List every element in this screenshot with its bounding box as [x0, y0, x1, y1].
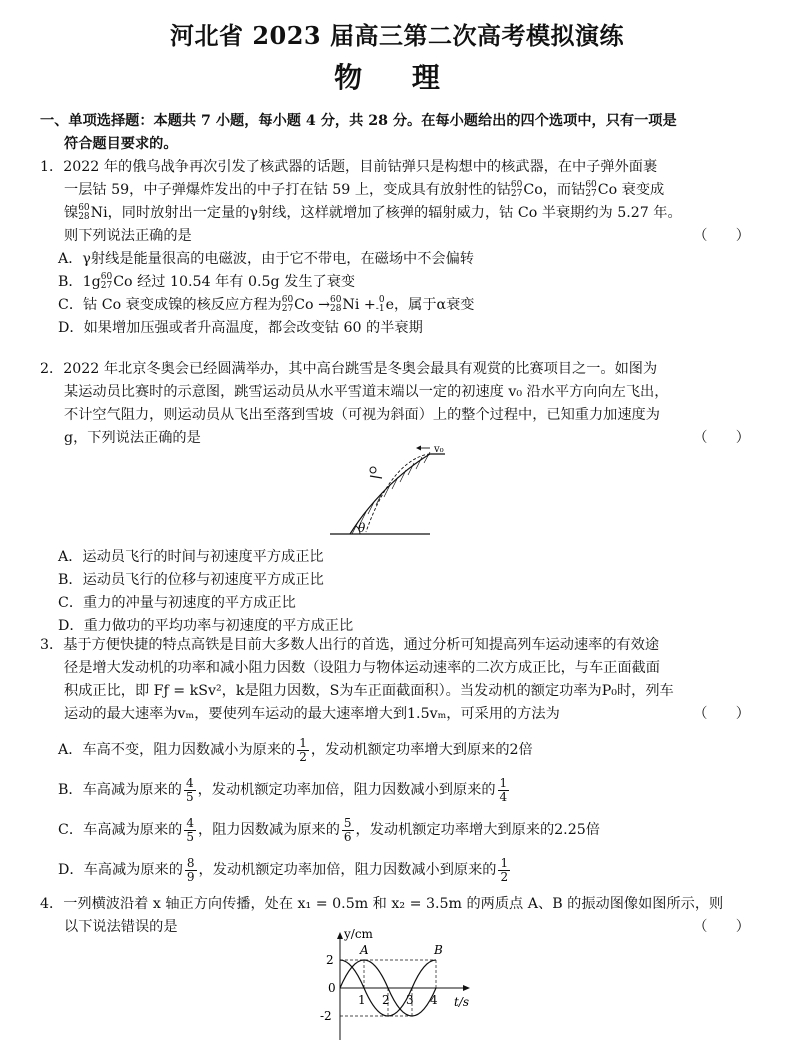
y-tick-2: 2	[326, 953, 334, 967]
subject-title: 物 理	[334, 61, 460, 94]
label-a: A	[360, 943, 369, 957]
q3-line-1: 3．基于方便快捷的特点高铁是目前大多数人出行的首选，通过分析可知提高列车运动速率的有效途	[40, 637, 660, 653]
q1-line-3: 镍 60 28 Ni，同时放射出一定量的γ射线，这样就增加了核弹的辐射威力，钴 Co 半衰期约为 5.27 年。	[64, 203, 682, 222]
x-tick-2: 2	[382, 993, 390, 1007]
skier-icon	[370, 467, 376, 473]
q2-option-c: C．重力的冲量与初速度的平方成正比	[58, 595, 296, 611]
q3-option-b: B．车高减为原来的 $\frac{4}{5}$ ，发动机额定功率加倍，阻力因数减小到原来的 $\frac{1}{4}$	[58, 775, 508, 804]
q2-line-1: 2．2022 年北京冬奥会已经圆满举办，其中高台跳雪是冬奥会最具有观赏的比赛项目之一。如图为	[40, 361, 658, 377]
vibration-graph	[318, 928, 488, 1044]
q2-options	[40, 546, 760, 638]
q1-option-a: A．γ射线是能量很高的电磁波，由于它不带电，在磁场中不会偏转	[58, 251, 474, 267]
q1-option-b: B．1g 60 27 Co 经过 10.54 年有 0.5g 发生了衰变	[58, 272, 356, 291]
q2-line-4: g，下列说法正确的是 （ ）	[40, 427, 760, 450]
trajectory	[366, 454, 430, 532]
question-1	[40, 156, 760, 340]
question-2	[40, 358, 760, 450]
section-heading: 一、单项选择题：本题共 7 小题，每小题 4 分，共 28 分。在每小题给出的四个选项中，只有一项是 符合题目要求的。	[40, 113, 677, 152]
q3-line-3: 积成正比，即 Fƒ = kSv²，k是阻力因数，S为车正面截面积）。当发动机的额定功率为P₀时，列车	[64, 683, 674, 699]
q3-option-d: D．车高减为原来的 $\frac{8}{9}$ ，发动机额定功率加倍，阻力因数减小到原来的 $\frac{1}{2}$	[58, 855, 509, 884]
x-tick-3: 3	[406, 993, 414, 1007]
q3-line-4: 运动的最大速率为vₘ，要使列车运动的最大速率增大到1.5vₘ，可采用的方法为 （ ）	[40, 703, 760, 726]
q3-line-2: 径是增大发动机的功率和减小阻力因数（设阻力与物体运动速率的二次方成正比，与车正面截面	[64, 660, 660, 676]
q2-option-a: A．运动员飞行的时间与初速度平方成正比	[58, 549, 324, 565]
v0-label: v₀	[434, 444, 444, 455]
q2-option-d: D．重力做功的平均功率与初速度的平方成正比	[58, 618, 354, 634]
x-axis-label: t/s	[454, 995, 470, 1009]
q1-option-d: D．如果增加压强或者升高温度，都会改变钴 60 的半衰期	[58, 320, 423, 336]
theta-label: θ	[358, 521, 366, 535]
question-3	[40, 634, 760, 726]
q1-line-4: 则下列说法正确的是 （ ）	[40, 225, 760, 248]
q1-line-1: 1．2022 年的俄乌战争再次引发了核武器的话题，目前钴弹只是构想中的核武器，在中子弹外面裹	[40, 159, 658, 175]
answer-paren: （ ）	[693, 706, 750, 722]
x-tick-4: 4	[430, 993, 438, 1007]
q1-line-2: 一层钴 59，中子弹爆炸发出的中子打在钴 59 上，变成具有放射性的钴 60 27 Co，而钴 60 27 Co 衰变成	[64, 180, 665, 199]
y-tick-neg2: -2	[320, 1009, 332, 1023]
q3-option-c: C．车高减为原来的 $\frac{4}{5}$ ，阻力因数减为原来的 $\frac{5}{6}$ ，发动机额定功率增大到原来的2.25倍	[58, 815, 600, 844]
q2-line-2: 某运动员比赛时的示意图，跳雪运动员从水平雪道末端以一定的初速度 v₀ 沿水平方向向左飞出，	[64, 384, 669, 400]
answer-paren: （ ）	[693, 228, 750, 244]
q4-line-2: 以下说法错误的是 （ ）	[40, 916, 760, 939]
q3-options	[40, 730, 760, 890]
q3-option-a: A．车高不变，阻力因数减小为原来的 $\frac{1}{2}$ ，发动机额定功率增大到原来的2倍	[58, 735, 533, 764]
x-tick-1: 1	[358, 993, 366, 1007]
q2-option-b: B．运动员飞行的位移与初速度平方成正比	[58, 572, 324, 588]
page-title: 河北省 2023 届高三第二次高考模拟演练	[169, 21, 624, 50]
q1-option-c: C．钴 Co 衰变成镍的核反应方程为 60 27 Co → 60 28 Ni + 0 -1 e，属于α衰变	[58, 295, 475, 314]
y-axis-label: y/cm	[344, 928, 373, 941]
ski-jump-figure	[330, 442, 460, 542]
q4-line-1: 4．一列横波沿着 x 轴正方向传播，处在 x₁ = 0.5m 和 x₂ = 3.5m 的两质点 A、B 的振动图像如图所示，则	[40, 896, 724, 912]
answer-paren: （ ）	[693, 919, 750, 935]
answer-paren: （ ）	[693, 430, 750, 446]
y-tick-0: 0	[328, 981, 336, 995]
label-b: B	[434, 943, 443, 957]
q2-line-3: 不计空气阻力，则运动员从飞出至落到雪坡（可视为斜面）上的整个过程中，已知重力加速度为	[64, 407, 660, 423]
